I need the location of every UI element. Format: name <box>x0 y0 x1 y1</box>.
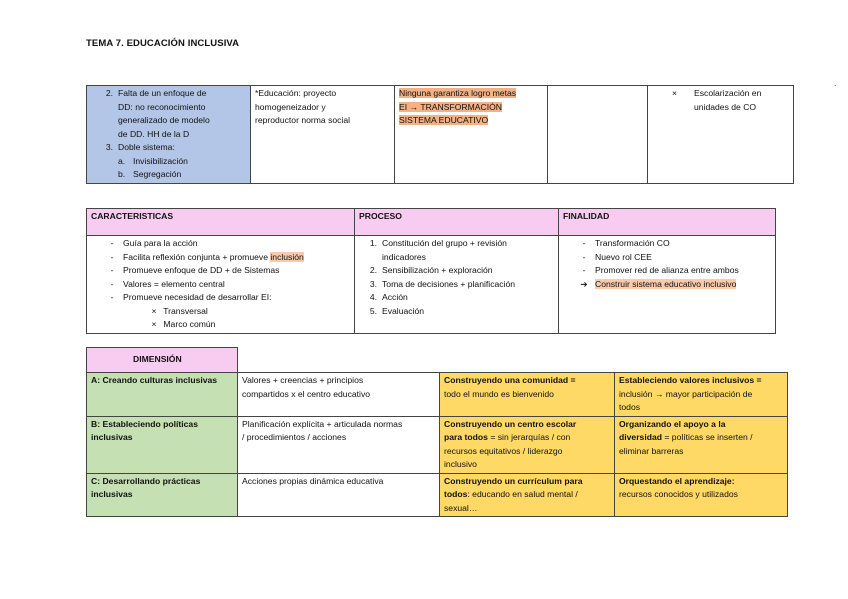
empty-cell <box>548 86 648 184</box>
table-dimensions <box>86 347 788 517</box>
dimension-a: A: Creando culturas inclusivas <box>87 373 238 417</box>
list-item: 1. Constitución del grupo + revisión <box>369 238 507 248</box>
header-dimension: DIMENSIÓN <box>87 348 238 373</box>
dimension-c: C: Desarrollando prácticas inclusivas <box>87 473 238 517</box>
dimension-b-section2: Organizando el apoyo a la diversidad = políticas se inserten / eliminar barreras <box>615 416 788 473</box>
proceso-cell: 1. Constitución del grupo + revisión indicadores 2. Sensibilización + exploración 3. Toma de decisiones + planificación 4. Acción 5. Evaluación <box>355 236 559 334</box>
table-barriers <box>86 85 794 184</box>
list-item: 3. Doble sistema: <box>105 142 175 152</box>
guarantee-cell: Ninguna garantiza logro metas EI → TRANSFORMACIÓN SISTEMA EDUCATIVO <box>395 86 548 184</box>
dimension-a-desc: Valores + creencias + principios compartidos x el centro educativo <box>238 373 440 417</box>
list-item: 3. Toma de decisiones + planificación <box>369 278 516 289</box>
education-cell: *Educación: proyecto homogeneizador y reproductor norma social <box>251 86 395 184</box>
dimension-a-section2: Estableciendo valores inclusivos = inclusión → mayor participación de todos <box>615 373 788 417</box>
schooling-cell: × Escolarización en unidades de CO <box>648 86 794 184</box>
dimension-c-desc: Acciones propias dinámica educativa <box>238 473 440 517</box>
sub-list-item: × Marco común <box>101 318 350 332</box>
sub-list-item: a. Invisibilización <box>118 155 188 166</box>
list-item: 2. Falta de un enfoque de <box>105 88 207 98</box>
dimension-b: B: Estableciendo políticas inclusivas <box>87 416 238 473</box>
caracteristicas-cell <box>87 236 355 334</box>
margin-dot: . <box>834 78 837 88</box>
dimension-c-section2: Orquestando el aprendizaje: recursos conocidos y utilizados <box>615 473 788 517</box>
list-item: 2. Sensibilización + exploración <box>369 265 493 275</box>
barriers-list-cell: 2. Falta de un enfoque de DD: no reconocimiento generalizado de modelo de DD. HH de la D 3. Doble sistema: a. Invisibilización b. Segregación <box>87 86 251 184</box>
sub-list-item: × Transversal <box>101 305 350 319</box>
header-caracteristicas: CARACTERISTICAS <box>87 209 355 236</box>
list-item: - Guía para la acción <box>110 238 198 248</box>
sub-list-item: b. Segregación <box>118 169 182 179</box>
header-finalidad: FINALIDAD <box>559 209 776 236</box>
list-item: - Promover red de alianza entre ambos <box>582 265 739 275</box>
list-item: - Promueve necesidad de desarrollar EI: <box>110 292 272 302</box>
dimension-b-desc: Planificación explícita + articulada normas / procedimientos / acciones <box>238 416 440 473</box>
dimension-b-section1: Construyendo un centro escolar para todos = sin jerarquías / con recursos equitativos / liderazgo inclusivo <box>440 416 615 473</box>
page-title: TEMA 7. EDUCACIÓN INCLUSIVA <box>86 38 240 49</box>
table-index <box>86 208 776 334</box>
dimension-a-section1: Construyendo una comunidad = todo el mundo es bienvenido <box>440 373 615 417</box>
list-item: - Valores = elemento central <box>110 278 225 289</box>
list-item: ➔ Construir sistema educativo inclusivo <box>573 278 771 292</box>
dimension-c-section1: Construyendo un currículum para todos: educando en salud mental / sexual… <box>440 473 615 517</box>
list-item: - Facilita reflexión conjunta + promueve inclusión <box>110 251 304 262</box>
arrow-right-icon: ➔ <box>580 278 588 289</box>
x-bullet-icon: × <box>151 319 157 329</box>
header-proceso: PROCESO <box>355 209 559 236</box>
x-bullet-icon: × <box>151 305 157 316</box>
x-bullet-icon: × <box>672 88 678 98</box>
list-item: 4. Acción <box>369 292 408 302</box>
list-item: 5. Evaluación <box>369 305 425 316</box>
list-item: - Promueve enfoque de DD + de Sistemas <box>110 265 280 275</box>
finalidad-cell <box>559 236 776 334</box>
list-item: - Transformación CO <box>582 238 670 248</box>
list-item: - Nuevo rol CEE <box>582 251 652 262</box>
